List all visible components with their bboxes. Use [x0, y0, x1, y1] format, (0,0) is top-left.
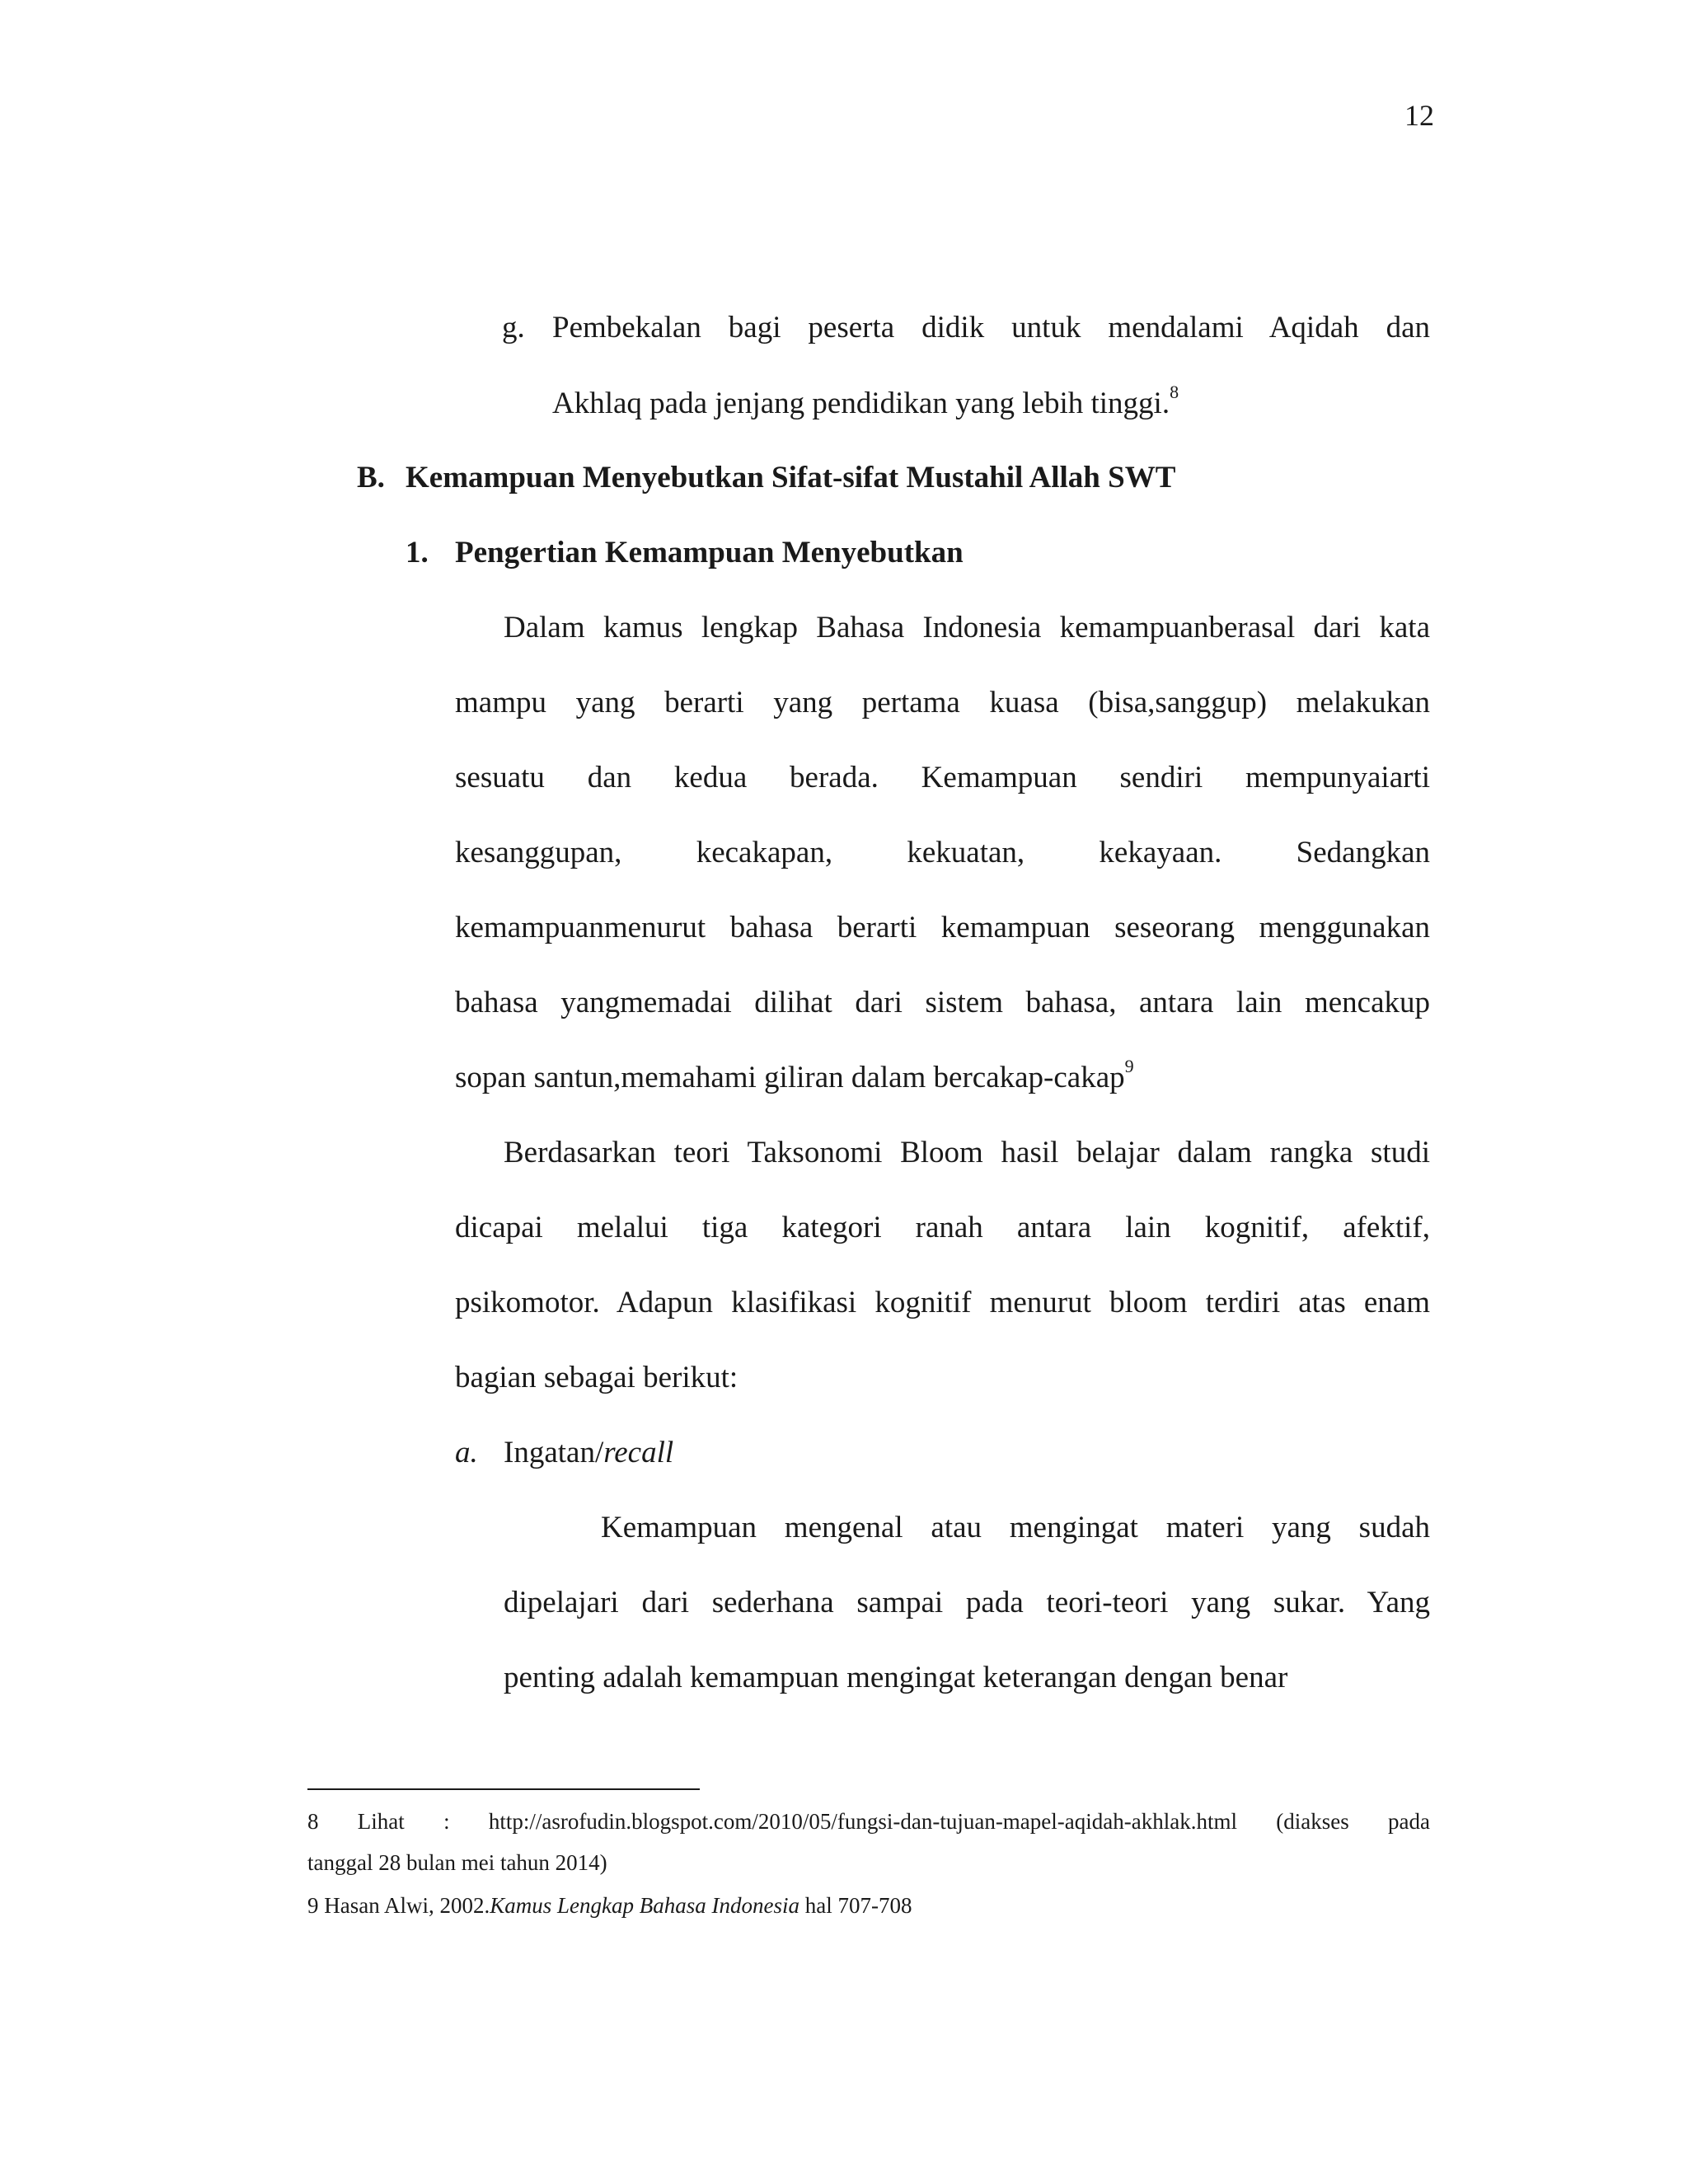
paragraph2-line4: bagian sebagai berikut: [455, 1361, 738, 1394]
section-b-marker: B. [357, 461, 385, 494]
footnote-separator [307, 1788, 700, 1790]
paragraph1-line2: mampu yang berarti yang pertama kuasa (bisa,sanggup) melakukan [455, 686, 1430, 719]
paragraph1-line3: sesuatu dan kedua berada. Kemampuan sendiri mempunyaiarti [455, 761, 1430, 794]
paragraph1-line6: bahasa yangmemadai dilihat dari sistem bahasa, antara lain mencakup [455, 986, 1430, 1019]
list-item-g-line2-text: Akhlaq pada jenjang pendidikan yang lebih tinggi. [552, 387, 1170, 420]
item-a-label-italic: recall [603, 1436, 674, 1469]
paragraph1-line7-text: sopan santun,memahami giliran dalam bercakap-cakap [455, 1061, 1125, 1094]
list-item-g-line2 [552, 381, 1179, 427]
footnote-9-suffix: hal 707-708 [799, 1893, 912, 1918]
item-a-line3: penting adalah kemampuan mengingat keterangan dengan benar [504, 1661, 1288, 1694]
item-a-marker: a. [455, 1436, 478, 1469]
item-a-line2: dipelajari dari sederhana sampai pada teori-teori yang sukar. Yang [504, 1586, 1430, 1619]
subsection-1-title: Pengertian Kemampuan Menyebutkan [455, 536, 964, 569]
paragraph1-line5: kemampuanmenurut bahasa berarti kemampuan seseorang menggunakan [455, 911, 1430, 944]
footnote-9-prefix: 9 Hasan Alwi, 2002. [307, 1893, 490, 1918]
list-marker-g: g. [502, 311, 525, 344]
footnote-9-title: Kamus Lengkap Bahasa Indonesia [490, 1893, 799, 1918]
footnote-ref-8: 8 [1170, 382, 1179, 402]
section-b-title: Kemampuan Menyebutkan Sifat-sifat Mustahil Allah SWT [406, 461, 1176, 494]
paragraph1-line1: Dalam kamus lengkap Bahasa Indonesia kemampuanberasal dari kata [504, 611, 1430, 644]
list-item-g-line1: Pembekalan bagi peserta didik untuk mendalami Aqidah dan [552, 311, 1430, 344]
footnote-8-line2: tanggal 28 bulan mei tahun 2014) [307, 1850, 607, 1875]
paragraph2-line1: Berdasarkan teori Taksonomi Bloom hasil belajar dalam rangka studi [504, 1136, 1430, 1169]
footnote-ref-9: 9 [1124, 1056, 1134, 1076]
footnote-8-line1: 8 Lihat : http://asrofudin.blogspot.com/2010/05/fungsi-dan-tujuan-mapel-aqidah-akhlak.html (diakses pada [307, 1809, 1430, 1834]
item-a-label [504, 1430, 673, 1476]
subsection-1-marker: 1. [406, 536, 429, 569]
page-number: 12 [1404, 99, 1434, 132]
paragraph1-line7 [455, 1055, 1134, 1101]
paragraph2-line2: dicapai melalui tiga kategori ranah antara lain kognitif, afektif, [455, 1211, 1430, 1244]
item-a-label-text: Ingatan/ [504, 1436, 604, 1469]
item-a-line1: Kemampuan mengenal atau mengingat materi yang sudah [601, 1511, 1430, 1544]
paragraph2-line3: psikomotor. Adapun klasifikasi kognitif menurut bloom terdiri atas enam [455, 1286, 1430, 1319]
footnote-9 [307, 1889, 912, 1922]
paragraph1-line4: kesanggupan, kecakapan, kekuatan, kekayaan. Sedangkan [455, 836, 1430, 869]
